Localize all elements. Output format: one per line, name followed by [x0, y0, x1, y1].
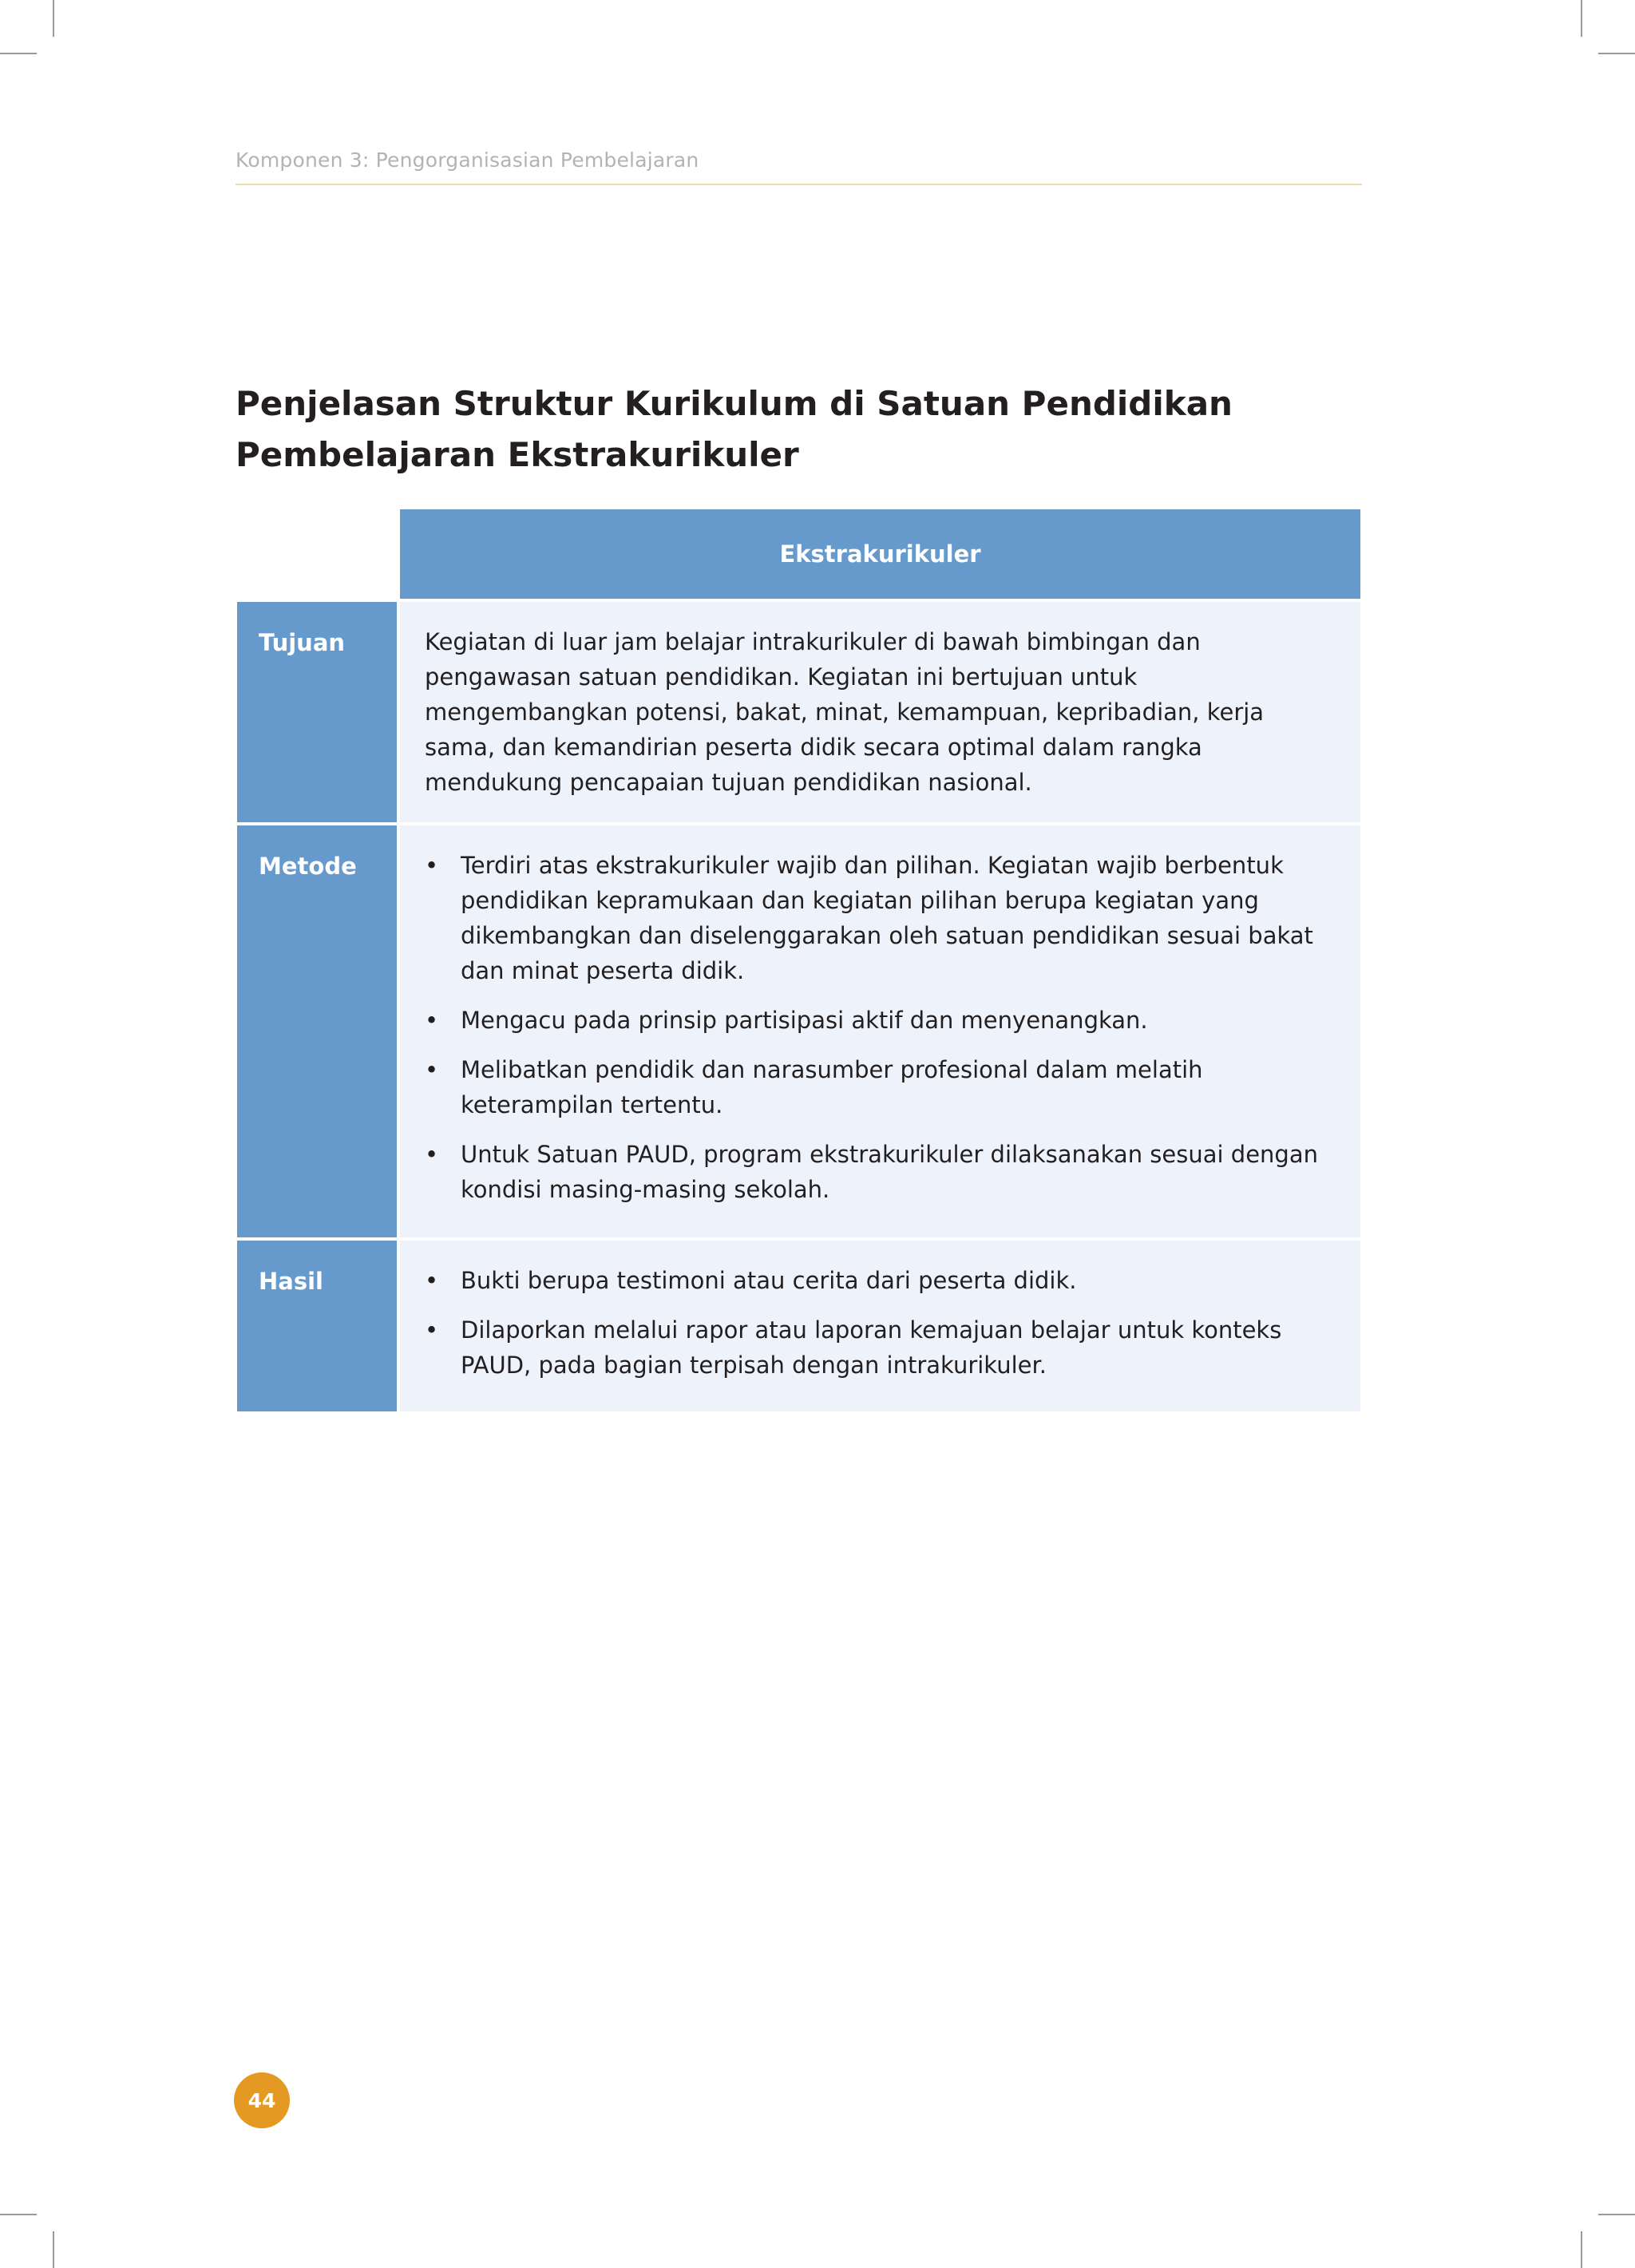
bullet-icon: • — [425, 1007, 439, 1034]
curriculum-structure-table — [237, 509, 1360, 1415]
list-item — [425, 848, 1341, 988]
bullet-icon: • — [425, 1056, 439, 1083]
table-row-hasil — [237, 1241, 1360, 1415]
cell-metode — [400, 825, 1360, 1241]
crop-mark-bottom-left-vertical — [53, 2231, 54, 2268]
crop-mark-bottom-right-vertical — [1581, 2231, 1582, 2268]
row-header-metode: Metode — [237, 825, 400, 1241]
list-item — [425, 1137, 1341, 1207]
table-header-row — [237, 509, 1360, 602]
crop-mark-top-left-vertical — [53, 0, 54, 37]
crop-mark-top-right-horizontal — [1598, 53, 1635, 54]
header-rule — [236, 184, 1362, 185]
row-header-hasil: Hasil — [237, 1241, 400, 1415]
cell-tujuan — [400, 602, 1360, 825]
list-item-text: Mengacu pada prinsip partisipasi aktif dan menyenangkan. — [461, 1007, 1148, 1034]
list-item-text: Untuk Satuan PAUD, program ekstrakurikuler dilaksanakan sesuai dengan kondisi masing-masing sekolah. — [461, 1141, 1318, 1203]
bullet-icon: • — [425, 852, 439, 879]
row-header-tujuan: Tujuan — [237, 602, 400, 825]
page-title-line-1: Penjelasan Struktur Kurikulum di Satuan Pendidikan — [236, 384, 1233, 423]
crop-mark-top-right-vertical — [1581, 0, 1582, 37]
list-item — [425, 1052, 1341, 1122]
crop-mark-top-left-horizontal — [0, 53, 37, 54]
bullet-icon: • — [425, 1267, 439, 1294]
list-item-text: Bukti berupa testimoni atau cerita dari peserta didik. — [461, 1267, 1077, 1294]
list-item — [425, 1312, 1341, 1383]
list-item-text: Terdiri atas ekstrakurikuler wajib dan pilihan. Kegiatan wajib berbentuk pendidikan kepramukaan dan kegiatan pilihan berupa kegiatan yang dikembangkan dan diselenggarakan oleh satuan pendidikan sesuai bakat dan minat peserta didik. — [461, 852, 1313, 984]
list-item-text: Melibatkan pendidik dan narasumber profesional dalam melatih keterampilan tertentu. — [461, 1056, 1203, 1118]
table-corner-cell — [237, 509, 400, 602]
column-header-ekstrakurikuler: Ekstrakurikuler — [400, 509, 1360, 602]
running-header: Komponen 3: Pengorganisasian Pembelajaran — [236, 148, 699, 172]
metode-bullet-list — [425, 848, 1341, 1207]
cell-hasil — [400, 1241, 1360, 1415]
page-title — [236, 378, 1369, 481]
page-number-badge: 44 — [234, 2072, 290, 2128]
table-row-metode — [237, 825, 1360, 1241]
bullet-icon: • — [425, 1316, 439, 1344]
list-item-text: Dilaporkan melalui rapor atau laporan kemajuan belajar untuk konteks PAUD, pada bagian terpisah dengan intrakurikuler. — [461, 1316, 1282, 1379]
bullet-icon: • — [425, 1141, 439, 1168]
crop-mark-bottom-right-horizontal — [1598, 2214, 1635, 2215]
list-item — [425, 1003, 1341, 1038]
hasil-bullet-list — [425, 1263, 1341, 1383]
table-row-tujuan — [237, 602, 1360, 825]
list-item — [425, 1263, 1341, 1298]
page-title-line-2: Pembelajaran Ekstrakurikuler — [236, 435, 799, 474]
tujuan-text: Kegiatan di luar jam belajar intrakurikuler di bawah bimbingan dan pengawasan satuan pendidikan. Kegiatan ini bertujuan untuk mengembangkan potensi, bakat, minat, kemampuan, kepribadian, kerja sama, dan kemandirian peserta didik secara optimal dalam rangka mendukung pencapaian tujuan pendidikan nasional. — [425, 628, 1265, 796]
crop-mark-bottom-left-horizontal — [0, 2214, 37, 2215]
